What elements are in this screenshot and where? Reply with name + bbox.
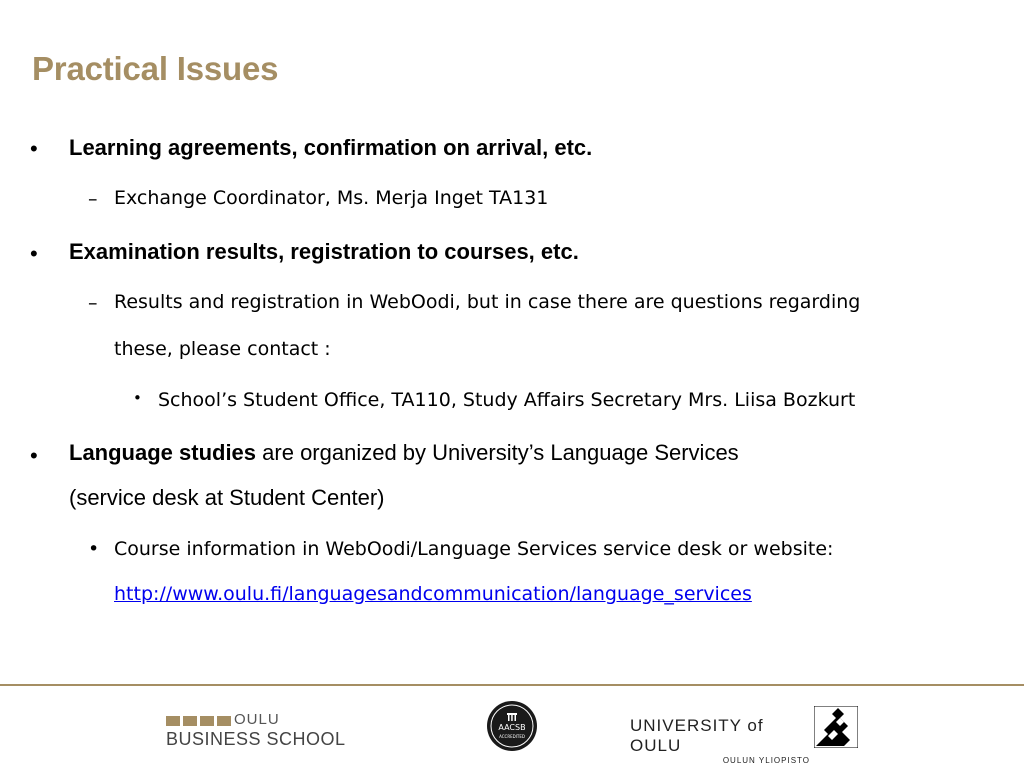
aacsb-accredited-seal bbox=[486, 700, 538, 752]
bullet-marker: • bbox=[88, 538, 100, 560]
logo-oulu-text: OULU bbox=[234, 711, 280, 728]
bullet-learning-agreements: Learning agreements, confirmation on arrival, etc. bbox=[69, 135, 593, 160]
university-emblem-icon bbox=[814, 706, 858, 748]
logo-business-school-text: BUSINESS SCHOOL bbox=[166, 729, 346, 749]
bullet-language-studies-line1 bbox=[69, 440, 739, 466]
bullet-marker: • bbox=[133, 389, 142, 407]
dash-marker: – bbox=[88, 292, 98, 314]
bullet-marker: • bbox=[30, 241, 38, 266]
sub-exchange-coordinator: Exchange Coordinator, Ms. Merja Inget TA131 bbox=[114, 187, 549, 209]
slide-title: Practical Issues bbox=[32, 50, 279, 87]
language-services-link[interactable]: http://www.oulu.fi/languagesandcommunication/language_services bbox=[114, 583, 752, 605]
footer-rule bbox=[0, 684, 1024, 686]
bullet-examination-results: Examination results, registration to courses, etc. bbox=[69, 239, 579, 264]
bullet-language-studies-line2: (service desk at Student Center) bbox=[69, 485, 385, 510]
sub-results-registration-line2: these, please contact : bbox=[114, 338, 331, 360]
bullet-marker: • bbox=[30, 443, 38, 468]
subsub-student-office: School’s Student Office, TA110, Study Affairs Secretary Mrs. Liisa Bozkurt bbox=[158, 389, 856, 411]
bullet-marker: • bbox=[30, 136, 38, 161]
language-studies-bold: Language studies bbox=[69, 440, 257, 465]
dash-marker: – bbox=[88, 188, 98, 210]
university-name-text: UNIVERSITY of OULU bbox=[630, 716, 764, 755]
aacsb-text: AACSB bbox=[498, 723, 526, 732]
aacsb-seal-icon bbox=[486, 700, 538, 752]
sub-results-registration-line1: Results and registration in WebOodi, but in case there are questions regarding bbox=[114, 291, 861, 313]
language-studies-rest: are organized by University’s Language Services bbox=[256, 440, 739, 465]
university-of-oulu-logo bbox=[630, 716, 810, 765]
aacsb-accredited-text: ACCREDITED bbox=[499, 734, 525, 739]
university-sub-text: OULUN YLIOPISTO bbox=[722, 756, 810, 765]
sub-course-information: Course information in WebOodi/Language Services service desk or website: bbox=[114, 538, 834, 560]
oulu-business-school-logo bbox=[166, 711, 366, 751]
